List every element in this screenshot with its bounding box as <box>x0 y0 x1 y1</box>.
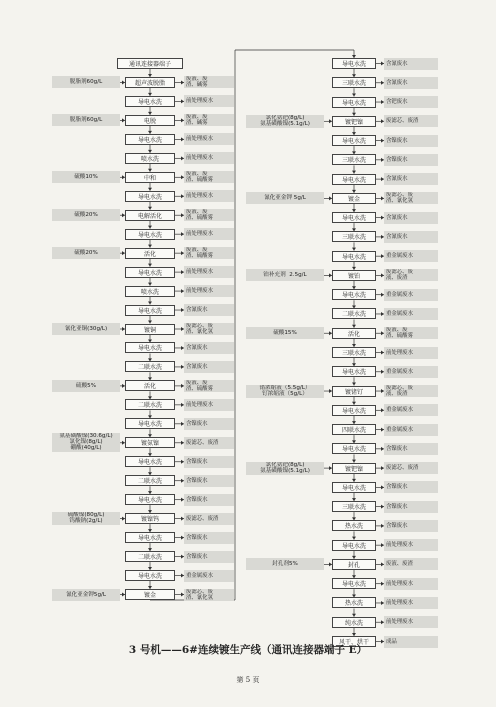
process-step: 三联水洗 <box>332 154 376 165</box>
output-waste: 重金属废水 <box>384 424 438 436</box>
process-step: 喷水洗 <box>125 286 175 297</box>
input-chemical: 氯化氨钯(8g/L) 氨基磺酸镍(5.1g/L) <box>246 115 324 128</box>
process-step: 导电水洗 <box>125 532 175 543</box>
output-waste: 前处理废水 <box>184 285 234 297</box>
output-waste: 废滤芯、废 液、废渣 <box>384 385 438 397</box>
output-waste: 含镍废水 <box>184 551 234 563</box>
output-waste: 前处理废水 <box>184 399 234 411</box>
process-step: 活化 <box>332 328 376 339</box>
process-step: 二联水洗 <box>125 361 175 372</box>
process-step: 镀锗钌 <box>332 386 376 397</box>
output-waste: 前处理废水 <box>384 597 438 609</box>
process-step: 导电水洗 <box>332 405 376 416</box>
output-waste: 废滤芯、废渣 <box>384 462 438 474</box>
output-waste: 前处理废水 <box>184 152 234 164</box>
output-waste: 前处理废水 <box>384 578 438 590</box>
output-waste: 废液、废 渣、碱雾 <box>184 76 234 88</box>
process-step: 二联水洗 <box>125 551 175 562</box>
input-chemical: 氰化亚铜(30g/L) <box>52 323 120 335</box>
process-step: 导电水洗 <box>332 251 376 262</box>
process-step: 镀金 <box>332 193 376 204</box>
output-waste: 含镍废水 <box>184 532 234 544</box>
output-waste: 含镍废水 <box>384 135 438 147</box>
output-waste: 重金属废水 <box>384 404 438 416</box>
process-step: 导电水洗 <box>125 305 175 316</box>
input-chemical: 封孔剂5% <box>246 558 324 570</box>
process-step: 三联水洗 <box>332 231 376 242</box>
output-waste: 前处理废水 <box>184 228 234 240</box>
output-waste: 重金属废水 <box>384 289 438 301</box>
output-waste: 重金属废水 <box>384 250 438 262</box>
process-step: 镀钯镍 <box>332 116 376 127</box>
process-step: 通讯连接器端子 <box>117 58 183 69</box>
process-step: 中和 <box>125 172 175 183</box>
output-waste: 前处理废水 <box>184 266 234 278</box>
input-chemical: 锗浓缩液（5.5g/L） 钌浓缩液（5g/L） <box>246 385 324 398</box>
process-step: 导电水洗 <box>332 97 376 108</box>
output-waste: 含氰废水 <box>384 212 438 224</box>
input-chemical: 脱脂剂60g/L <box>52 114 120 126</box>
output-waste: 废滤芯、废渣 <box>184 513 234 525</box>
process-step: 二联水洗 <box>125 475 175 486</box>
output-waste: 含镍废水 <box>384 481 438 493</box>
output-waste: 重金属废水 <box>184 570 234 582</box>
output-waste: 前处理废水 <box>384 539 438 551</box>
process-step: 三联水洗 <box>332 347 376 358</box>
process-step: 二联水洗 <box>125 399 175 410</box>
output-waste: 废液、废 渣、硫酸雾 <box>184 171 234 183</box>
process-step: 导电水洗 <box>125 96 175 107</box>
process-step: 电脱 <box>125 115 175 126</box>
input-chemical: 氰化亚金钾5g/L <box>52 589 120 601</box>
process-step: 导电水洗 <box>332 540 376 551</box>
input-chemical: 铂补充剂 2.5g/L <box>246 269 324 281</box>
process-step: 导电水洗 <box>332 366 376 377</box>
output-waste: 含氰废水 <box>184 342 234 354</box>
process-step: 二联水洗 <box>332 308 376 319</box>
output-waste: 废液、废 渣、硫酸雾 <box>384 327 438 339</box>
output-waste: 含镍废水 <box>184 456 234 468</box>
page-number: 第 5 页 <box>236 676 260 684</box>
output-waste: 含镍废水 <box>384 520 438 532</box>
process-step: 导电水洗 <box>332 482 376 493</box>
input-chemical: 脱脂剂60g/L <box>52 76 120 88</box>
process-step: 镀镍钨 <box>125 513 175 524</box>
process-step: 导电水洗 <box>125 191 175 202</box>
output-waste: 前处理废水 <box>184 190 234 202</box>
diagram-title: 3 号机——6#连续镀生产线（通讯连接器端子 E） <box>128 644 368 656</box>
process-step: 镀氨镍 <box>125 437 175 448</box>
process-step: 封孔 <box>332 559 376 570</box>
output-waste: 重金属废水 <box>384 308 438 320</box>
input-chemical: 硫酸镍(80g/L) 钨酸钠(2g/L) <box>52 512 120 525</box>
process-step: 镀铜 <box>125 324 175 335</box>
output-waste: 废滤芯、废渣 <box>184 437 234 449</box>
output-waste: 含氰废水 <box>184 361 234 373</box>
process-step: 导电水洗 <box>332 135 376 146</box>
process-step: 热水洗 <box>332 520 376 531</box>
output-waste: 含镍废水 <box>384 443 438 455</box>
process-step: 三联水洗 <box>332 77 376 88</box>
output-waste: 前处理废水 <box>384 347 438 359</box>
output-waste: 废滤芯、废 渣、氰化氢 <box>184 589 234 601</box>
process-step: 导电水洗 <box>125 456 175 467</box>
output-waste: 废滤芯、废渣 <box>384 115 438 127</box>
process-step: 导电水洗 <box>332 174 376 185</box>
process-step: 导电水洗 <box>332 58 376 69</box>
input-chemical: 硫酸20% <box>52 209 120 221</box>
process-step: 导电水洗 <box>125 134 175 145</box>
output-waste: 废液、废 渣、硫酸雾 <box>184 247 234 259</box>
output-waste: 含钯废水 <box>384 96 438 108</box>
process-step: 导电水洗 <box>332 289 376 300</box>
output-waste: 含镍废水 <box>184 475 234 487</box>
process-step: 导电水洗 <box>332 443 376 454</box>
process-step: 电解活化 <box>125 210 175 221</box>
process-step: 导电水洗 <box>125 342 175 353</box>
output-waste: 前处理废水 <box>184 133 234 145</box>
input-chemical: 氨基磺酸镍(30.6g/L) 氯化镍(8g/L) 硼酸(40g/L) <box>52 433 120 452</box>
output-waste: 含氰废水 <box>384 173 438 185</box>
output-waste: 前处理废水 <box>384 616 438 628</box>
output-waste: 含氰废水 <box>384 231 438 243</box>
output-waste: 前处理废水 <box>184 95 234 107</box>
output-waste: 废滤芯、废 渣、氰化氢 <box>384 192 438 204</box>
process-step: 活化 <box>125 380 175 391</box>
process-step: 导电水洗 <box>125 570 175 581</box>
process-step: 导电水洗 <box>125 267 175 278</box>
process-step: 喷水洗 <box>125 153 175 164</box>
input-chemical: 硫酸5% <box>52 380 120 392</box>
process-step: 导电水洗 <box>332 212 376 223</box>
process-step: 镀金 <box>125 589 175 600</box>
process-step: 三联水洗 <box>332 501 376 512</box>
input-chemical: 硫酸10% <box>52 171 120 183</box>
process-step: 镀铂 <box>332 270 376 281</box>
input-chemical: 氯化氨钯(8g/L) 氨基磺酸镍(5.1g/L) <box>246 462 324 475</box>
input-chemical: 氰化亚金钾 5g/L <box>246 192 324 204</box>
output-waste: 废液、废 渣、硫酸雾 <box>184 209 234 221</box>
output-waste: 含镍废水 <box>184 494 234 506</box>
process-step: 风干、烘干 <box>332 636 376 647</box>
output-waste: 含氰废水 <box>384 58 438 70</box>
output-waste: 废滤芯、废 渣、氰化氢 <box>184 323 234 335</box>
output-waste: 重金属废水 <box>384 366 438 378</box>
process-step: 导电水洗 <box>125 494 175 505</box>
output-waste: 废液、废 渣、硫酸雾 <box>184 380 234 392</box>
output-waste: 含镍废水 <box>184 418 234 430</box>
process-step: 活化 <box>125 248 175 259</box>
output-waste: 废液、废渣 <box>384 558 438 570</box>
output-waste: 含镍废水 <box>384 154 438 166</box>
process-step: 超声波脱脂 <box>125 77 175 88</box>
input-chemical: 硫酸20% <box>52 247 120 259</box>
output-waste: 成品 <box>384 636 438 648</box>
process-step: 四联水洗 <box>332 424 376 435</box>
process-step: 导电水洗 <box>125 418 175 429</box>
input-chemical: 硫酸15% <box>246 327 324 339</box>
output-waste: 含氰废水 <box>384 77 438 89</box>
process-step: 热水洗 <box>332 597 376 608</box>
process-step: 导电水洗 <box>332 578 376 589</box>
output-waste: 废液、废 渣、碱雾 <box>184 114 234 126</box>
output-waste: 废滤芯、废 液、废渣 <box>384 269 438 281</box>
process-step: 纯水洗 <box>332 617 376 628</box>
process-step: 导电水洗 <box>125 229 175 240</box>
output-waste: 含氰废水 <box>184 304 234 316</box>
process-step: 镀钯镍 <box>332 463 376 474</box>
output-waste: 含镍废水 <box>384 501 438 513</box>
